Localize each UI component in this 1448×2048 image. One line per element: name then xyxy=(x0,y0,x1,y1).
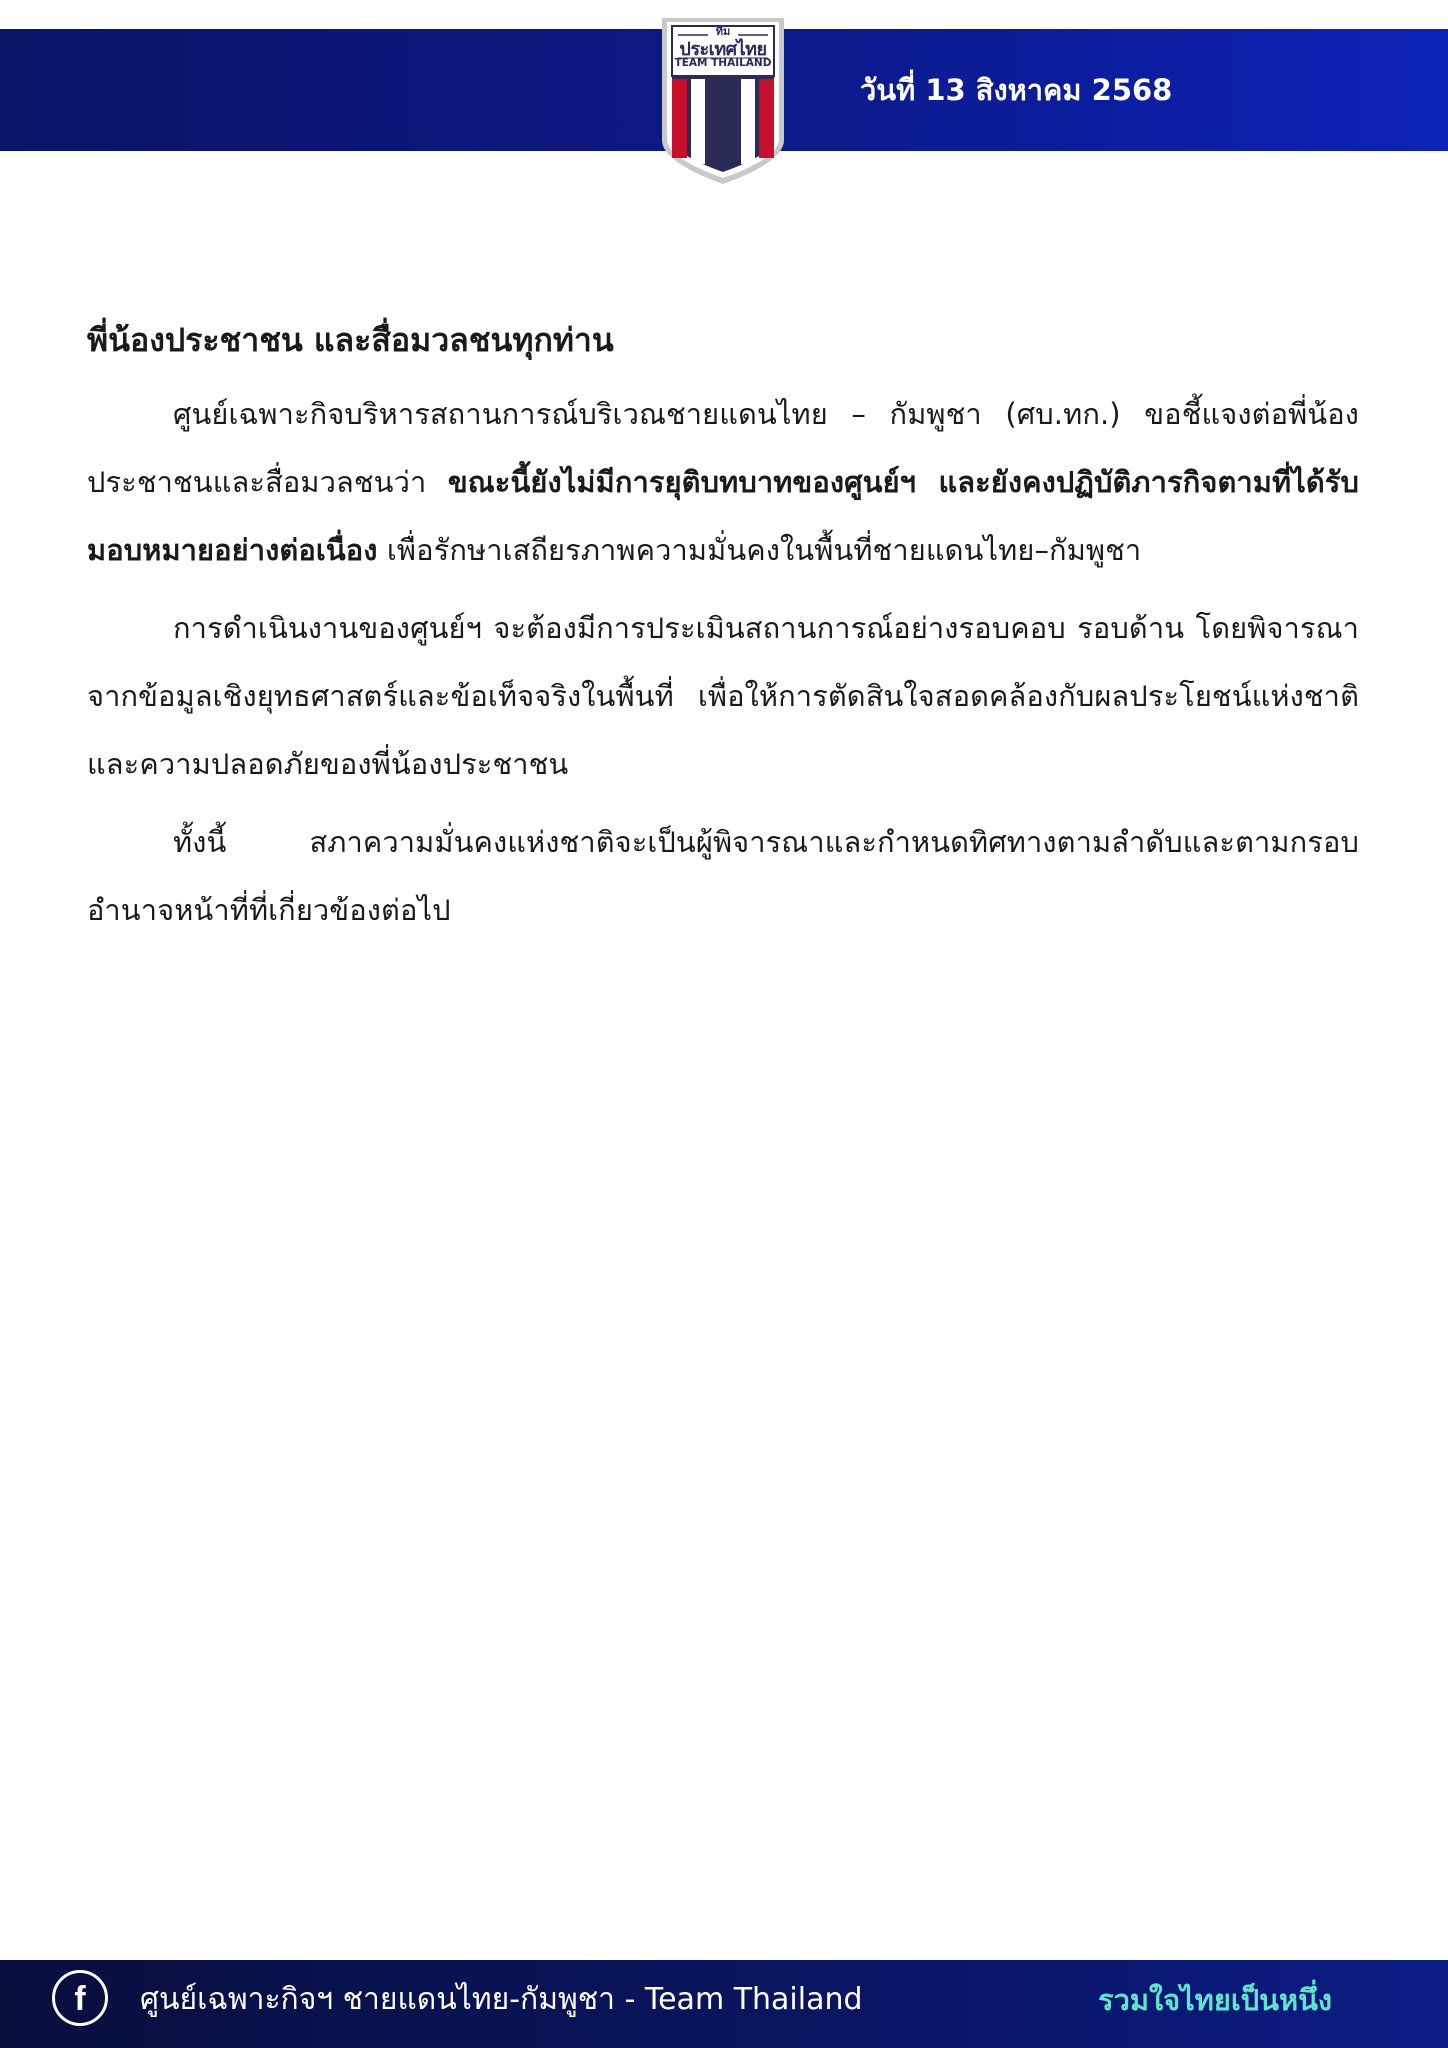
paragraph-2: การดำเนินงานของศูนย์ฯ จะต้องมีการประเมินสถานการณ์อย่างรอบคอบ รอบด้าน โดยพิจารณาจากข้อมูลเชิงยุทธศาสตร์และข้อเท็จจริงในพื้นที่ เพื่อให้การตัดสินใจสอดคล้องกับผลประโยชน์แห่งชาติและความปลอดภัยของพี่น้องประชาชน xyxy=(87,611,1359,781)
facebook-f-glyph: f xyxy=(74,1980,86,2018)
logo-text-thailand-thai: ประเทศไทย xyxy=(679,39,767,60)
paragraph-1 xyxy=(87,380,1359,584)
announcement-body xyxy=(87,300,1359,954)
salutation: พี่น้องประชาชน และสื่อมวลชนทุกท่าน xyxy=(87,321,614,359)
team-thailand-logo xyxy=(656,12,790,188)
logo-text-team: ทีม xyxy=(715,25,731,38)
logo-text-team-thailand: TEAM THAILAND xyxy=(674,57,772,69)
announcement-date: วันที่ 13 สิงหาคม 2568 xyxy=(860,73,1173,107)
paragraph-1-intro: ศูนย์เฉพาะกิจบริหารสถานการณ์บริเวณชายแดนไทย – กัมพูชา (ศบ.ทก.) ขอชี้แจงต่อพี่น้องประชาชนและสื่อมวลชนว่า xyxy=(87,397,1359,499)
facebook-icon[interactable] xyxy=(52,1970,108,2026)
paragraph-1-emphasis: ขณะนี้ยังไม่มีการยุติบทบาทของศูนย์ฯ และยังคงปฏิบัติภารกิจตามที่ได้รับมอบหมายอย่างต่อเนื่อง xyxy=(87,465,1359,567)
footer-page-name[interactable]: ศูนย์เฉพาะกิจฯ ชายแดนไทย-กัมพูชา - Team Thailand xyxy=(140,1982,863,2017)
paragraph-1-end: เพื่อรักษาเสถียรภาพความมั่นคงในพื้นที่ชายแดนไทย–กัมพูชา xyxy=(377,533,1142,567)
paragraph-3: ทั้งนี้ สภาความมั่นคงแห่งชาติจะเป็นผู้พิจารณาและกำหนดทิศทางตามลำดับและตามกรอบอำนาจหน้าที่ที่เกี่ยวข้องต่อไป xyxy=(87,825,1359,927)
footer-slogan: รวมใจไทยเป็นหนึ่ง xyxy=(1098,1983,1333,2017)
